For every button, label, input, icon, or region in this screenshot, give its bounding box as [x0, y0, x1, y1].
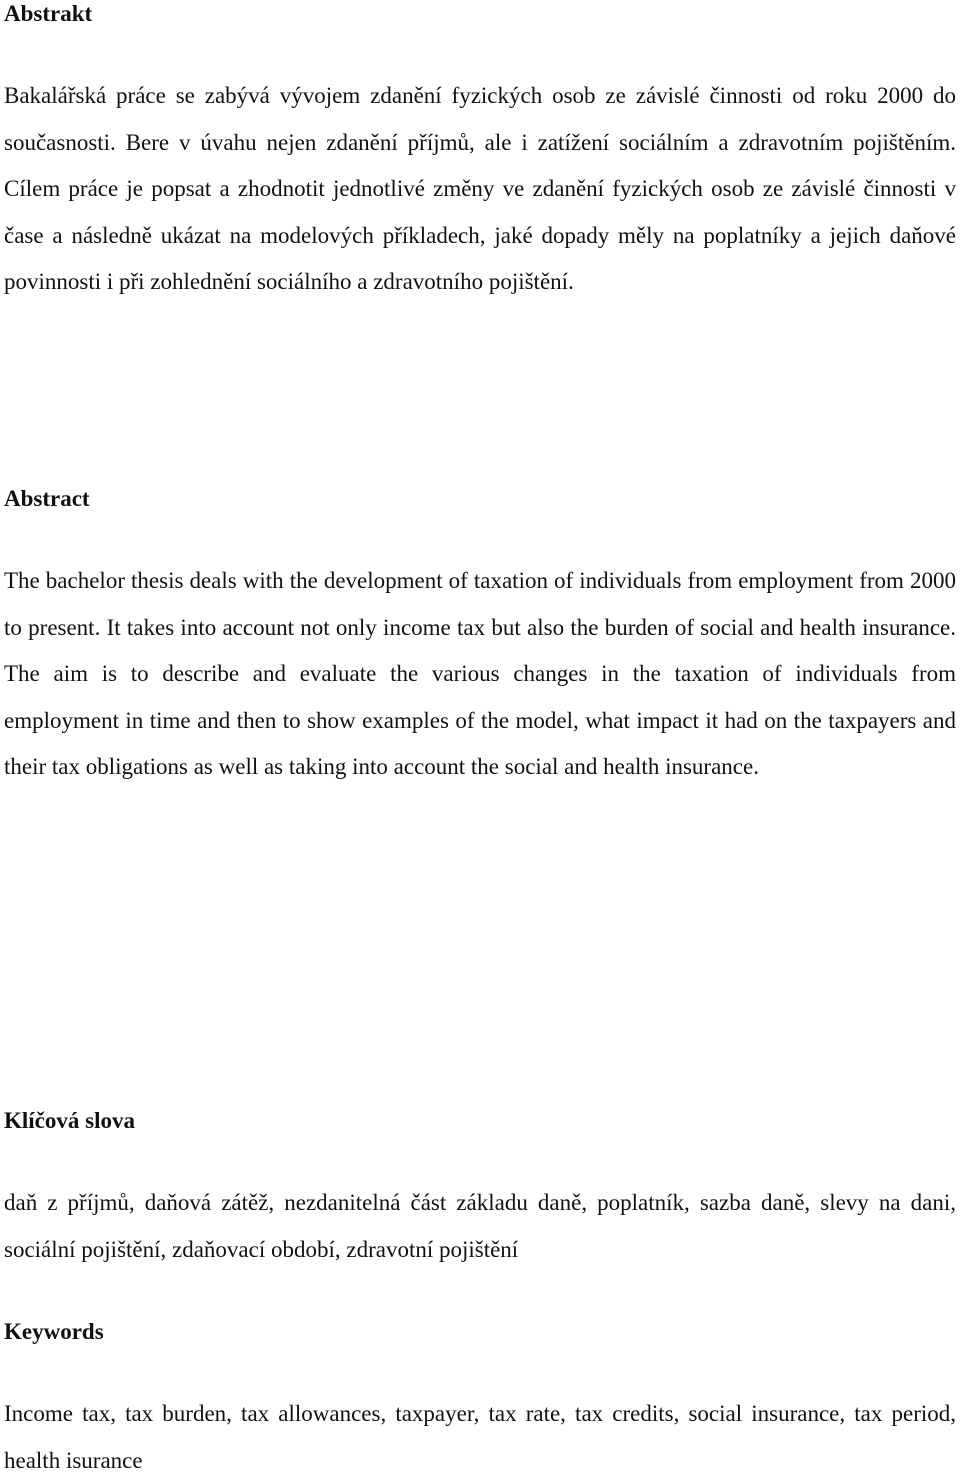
klicova-slova-section	[4, 1180, 956, 1273]
keywords-heading-block	[4, 1318, 956, 1346]
klicova-slova-heading: Klíčová slova	[4, 1108, 135, 1133]
keywords-section	[4, 1391, 956, 1484]
abstrakt-heading-block	[4, 0, 956, 28]
klicova-slova-heading-block	[4, 1107, 956, 1135]
abstract-heading: Abstract	[4, 486, 90, 511]
klicova-slova-text: daň z příjmů, daňová zátěž, nezdanitelná část základu daně, poplatník, sazba daně, slevy na dani, sociální pojištění, zdaňovací období, zdravotní pojištění	[4, 1190, 956, 1262]
keywords-text: Income tax, tax burden, tax allowances, taxpayer, tax rate, tax credits, social insurance, tax period, health isurance	[4, 1401, 956, 1473]
abstrakt-section	[4, 73, 956, 306]
abstract-heading-block	[4, 485, 956, 513]
abstract-section	[4, 558, 956, 791]
keywords-heading: Keywords	[4, 1319, 104, 1344]
abstrakt-text: Bakalářská práce se zabývá vývojem zdanění fyzických osob ze závislé činnosti od roku 2000 do současnosti. Bere v úvahu nejen zdanění příjmů, ale i zatížení sociálním a zdravotním pojištěním. Cílem práce je popsat a zhodnotit jednotlivé změny ve zdanění fyzických osob ze závislé činnosti v čase a následně ukázat na modelových příkladech, jaké dopady měly na poplatníky a jejich daňové povinnosti i při zohlednění sociálního a zdravotního pojištění.	[4, 83, 956, 294]
abstrakt-heading: Abstrakt	[4, 1, 93, 26]
abstract-text: The bachelor thesis deals with the development of taxation of individuals from employment from 2000 to present. It takes into account not only income tax but also the burden of social and health insurance. The aim is to describe and evaluate the various changes in the taxation of individuals from employment in time and then to show examples of the model, what impact it had on the taxpayers and their tax obligations as well as taking into account the social and health insurance.	[4, 568, 956, 779]
